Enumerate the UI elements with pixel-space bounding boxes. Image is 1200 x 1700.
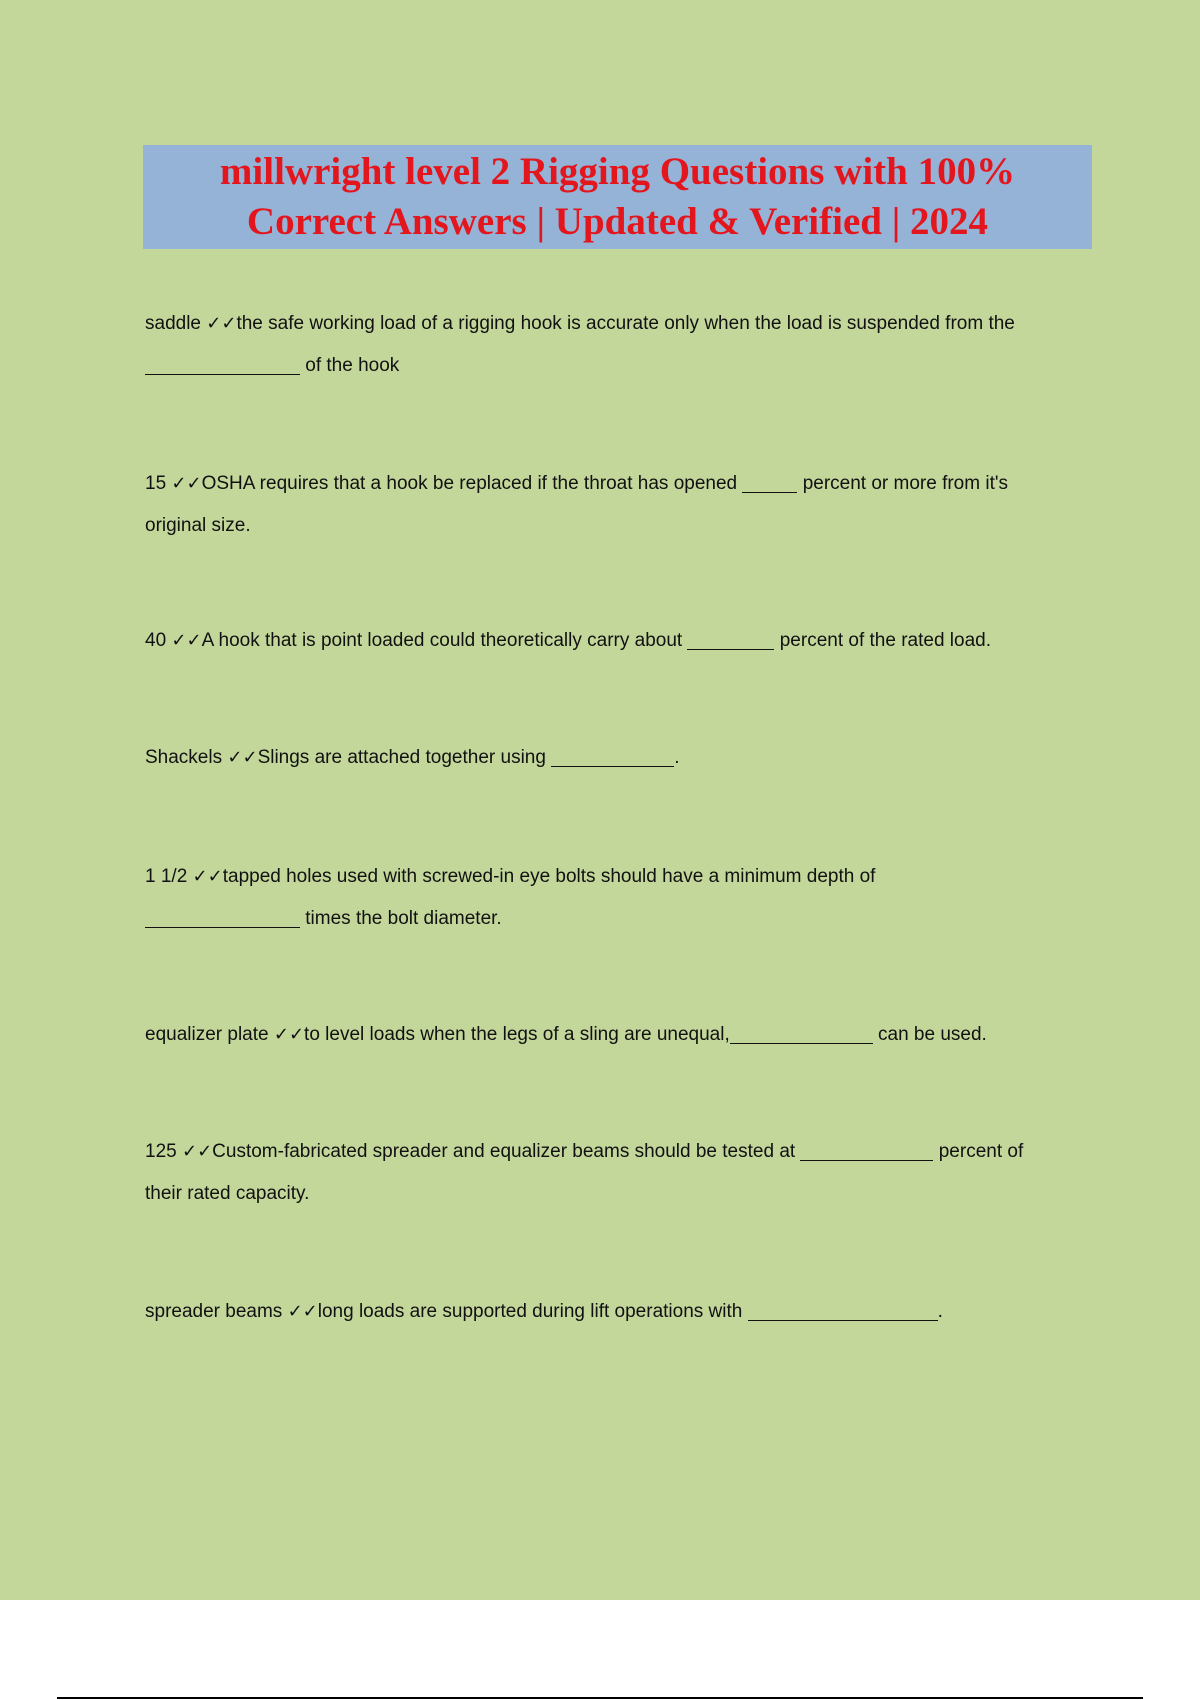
question-text: the safe working load of a rigging hook is accurate only when the load is suspended from the — [236, 313, 1015, 334]
qa-item-125 — [145, 1131, 1090, 1215]
question-text: tapped holes used with screwed-in eye bolts should have a minimum depth of — [222, 866, 876, 887]
question-text: times the bolt diameter. — [305, 908, 502, 929]
check-mark-icon: ✓✓ — [273, 1024, 305, 1045]
answer-blank — [742, 472, 797, 493]
check-mark-icon: ✓✓ — [171, 630, 202, 651]
check-mark-icon: ✓✓ — [192, 866, 223, 887]
qa-item-equalizer-plate — [145, 1014, 1090, 1056]
answer-text: equalizer plate — [145, 1024, 269, 1045]
qa-item-shackels — [145, 737, 1090, 779]
answer-text: 15 — [145, 473, 167, 494]
question-text: of the hook — [305, 355, 400, 376]
check-mark-icon: ✓✓ — [227, 747, 258, 768]
qa-item-saddle — [145, 303, 1090, 387]
document-title-line-1: millwright level 2 Rigging Questions with 100% — [219, 150, 1016, 193]
question-text: can be used. — [878, 1024, 987, 1045]
question-text: percent of — [938, 1141, 1024, 1162]
answer-text: 125 — [145, 1141, 177, 1162]
question-text: . — [674, 747, 680, 768]
answer-blank — [748, 1300, 938, 1321]
qa-item-40 — [145, 620, 1090, 662]
check-mark-icon: ✓✓ — [181, 1141, 213, 1162]
answer-text: Shackels — [145, 747, 223, 768]
question-text: long loads are supported during lift operations with — [317, 1301, 743, 1322]
question-text: OSHA requires that a hook be replaced if the throat has opened — [201, 473, 738, 494]
answer-text: 40 — [145, 630, 167, 651]
question-text: percent or more from it's — [802, 473, 1008, 494]
check-mark-icon: ✓✓ — [206, 313, 237, 334]
question-text: . — [937, 1301, 943, 1322]
answer-blank — [687, 629, 774, 650]
answer-blank — [145, 907, 300, 928]
question-text: original size. — [145, 515, 251, 536]
question-text: Custom-fabricated spreader and equalizer beams should be tested at — [212, 1141, 796, 1162]
qa-item-1-1-2 — [145, 856, 1090, 940]
qa-item-spreader-beams — [145, 1291, 1090, 1333]
footer-divider — [57, 1697, 1143, 1699]
question-text: to level loads when the legs of a sling are unequal, — [304, 1024, 730, 1045]
question-text: Slings are attached together using — [257, 747, 546, 768]
check-mark-icon: ✓✓ — [287, 1301, 318, 1322]
question-text: their rated capacity. — [145, 1183, 310, 1204]
answer-blank — [551, 746, 674, 767]
answer-text: 1 1/2 — [145, 866, 188, 887]
title-banner — [143, 145, 1092, 249]
answer-blank — [730, 1023, 873, 1044]
question-text: A hook that is point loaded could theoretically carry about — [201, 630, 683, 651]
question-text: percent of the rated load. — [779, 630, 991, 651]
answer-text: spreader beams — [145, 1301, 283, 1322]
answer-blank — [145, 354, 300, 375]
document-title-line-2: Correct Answers | Updated & Verified | 2024 — [246, 200, 989, 243]
answer-text: saddle — [145, 313, 201, 334]
answer-blank — [800, 1140, 933, 1161]
qa-item-15 — [145, 463, 1090, 547]
check-mark-icon: ✓✓ — [171, 473, 202, 494]
